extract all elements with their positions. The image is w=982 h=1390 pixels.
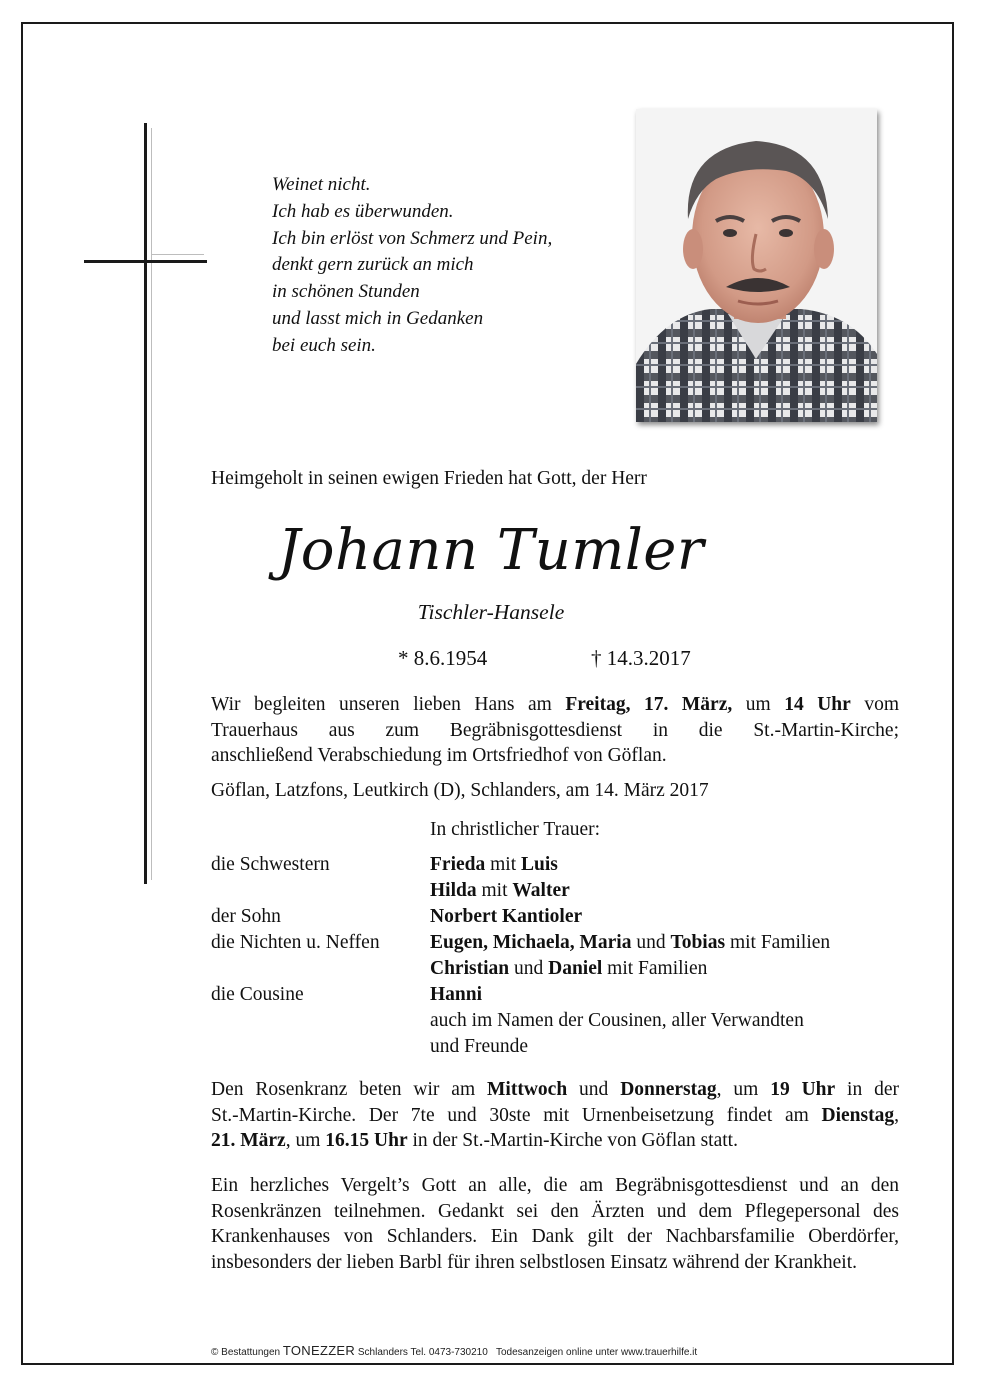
cross-icon [144,123,147,884]
text: mit Familien [602,958,708,979]
footer-town: Schlanders [355,1347,408,1358]
family-relation: die Cousine [211,984,304,1005]
text: in der St.-Martin-Kirche von Göflan statt. [407,1130,738,1151]
family-relation: der Sohn [211,906,281,927]
cross-shadow-vertical [151,128,152,880]
thanks-line: Ein herzliches Vergelt’s Gott an alle, die am Begräbnisgottesdienst und an den [211,1175,899,1196]
family-members [430,878,900,904]
mourning-line: In christlicher Trauer: [430,819,601,840]
member-name: Hilda [430,880,477,901]
text: Den Rosenkranz beten wir am [211,1079,488,1100]
family-relation-empty [211,1034,430,1060]
funeral-paragraph [211,692,899,769]
family-members [430,982,900,1008]
funeral-line-2: Trauerhaus aus zum Begräbnisgottesdienst in die St.-Martin-Kirche; [211,719,899,741]
family-relation: die Nichten u. Neffen [211,932,380,953]
cross-shadow-horizontal [152,254,204,255]
footer-website: Todesanzeigen online unter www.trauerhilfe.it [487,1347,698,1358]
funeral-time: 14 Uhr [784,694,851,715]
text: in der [835,1079,899,1100]
footer-phone: Tel. 0473-730210 [407,1347,488,1358]
poem-line: Weinet nicht. [272,174,371,195]
poem-line: bei euch sein. [272,334,376,356]
birth-date: * 8.6.1954 [398,646,488,670]
member-name: Eugen, Michaela, Maria [430,932,632,953]
rosary-time: 19 Uhr [770,1079,836,1100]
text: mit [485,854,521,875]
member-name: Norbert Kantioler [430,906,583,927]
member-name: Tobias [670,932,726,953]
text: , um [716,1079,771,1100]
thanks-line: Rosenkränzen teilnehmen. Gedankt sei den Ärzten und dem Pflegepersonal des [211,1200,899,1222]
family-relation: die Schwestern [211,854,330,875]
poem-line: Ich bin erlöst von Schmerz und Pein, [272,227,553,249]
text: vom [850,694,899,715]
text: und [509,958,549,979]
text: um [732,694,785,715]
member-name: Frieda [430,854,486,875]
rosary-paragraph [211,1077,899,1154]
poem-line: und lasst mich in Gedanken [272,307,484,329]
footer [211,1343,697,1358]
family-relation-empty [211,1008,430,1034]
text: mit [476,880,513,901]
family-row [211,930,900,956]
family-note: und Freunde [430,1036,529,1057]
family-relation-empty [211,878,430,904]
text: und [567,1079,621,1100]
family-row [211,878,900,904]
funeral-line-1 [211,692,899,718]
text: mit Familien [725,932,831,953]
text: , [894,1104,899,1126]
poem-line: Ich hab es überwunden. [272,200,454,222]
family-list [211,852,900,1060]
thanks-line: Krankenhauses von Schlanders. Ein Dank gilt der Nachbarsfamilie Oberdörfer, [211,1226,899,1247]
death-date: † 14.3.2017 [591,646,691,670]
member-name: Hanni [430,984,483,1005]
poem-line: in schönen Stunden [272,281,420,303]
poem [272,172,552,360]
member-name: Daniel [548,958,603,979]
thanks-paragraph [211,1173,899,1275]
urn-time: 16.15 Uhr [325,1130,408,1151]
family-row [211,982,900,1008]
family-row [211,1034,900,1060]
family-row [211,904,900,930]
member-name: Walter [512,880,570,901]
text: , um [285,1130,326,1151]
member-name: Christian [430,958,510,979]
family-members [430,904,900,930]
rosary-day: Mittwoch [487,1079,568,1100]
funeral-line-3: anschließend Verabschiedung im Ortsfriedhof von Göflan. [211,745,667,766]
family-row [211,956,900,982]
portrait-photo [636,109,877,422]
rosary-line-1 [211,1077,899,1103]
family-row [211,1008,900,1034]
footer-brand: TONEZZER [282,1343,356,1358]
place-date: Göflan, Latzfons, Leutkirch (D), Schlanders, am 14. März 2017 [211,780,709,801]
family-relation-empty [211,956,430,982]
text: Wir begleiten unseren lieben Hans am [211,694,566,715]
poem-line: denkt gern zurück an mich [272,254,474,276]
text: St.-Martin-Kirche. Der 7te und 30ste mit Urnenbeisetzung findet am [211,1104,822,1126]
rosary-line-2 [211,1103,899,1129]
member-name: Luis [521,854,558,875]
intro-line: Heimgeholt in seinen ewigen Frieden hat Gott, der Herr [211,468,647,489]
family-note: auch im Namen der Cousinen, aller Verwandten [430,1010,804,1031]
text: und [631,932,671,953]
cross-bar [84,260,207,263]
urn-day: Dienstag [821,1104,895,1126]
nickname: Tischler-Hansele [417,600,565,624]
thanks-line: insbesonders der lieben Barbl für ihren selbstlosen Einsatz während der Krankheit. [211,1251,858,1273]
rosary-day: Donnerstag [620,1079,717,1100]
rosary-line-3 [211,1128,899,1154]
deceased-name: Johann Tumler [277,518,705,583]
family-members [430,852,900,878]
urn-date: 21. März [211,1130,286,1151]
funeral-date: Freitag, 17. März, [565,694,733,715]
family-members [430,956,900,982]
footer-copyright: © Bestattungen [211,1347,283,1358]
family-members [430,930,900,956]
family-row [211,852,900,878]
